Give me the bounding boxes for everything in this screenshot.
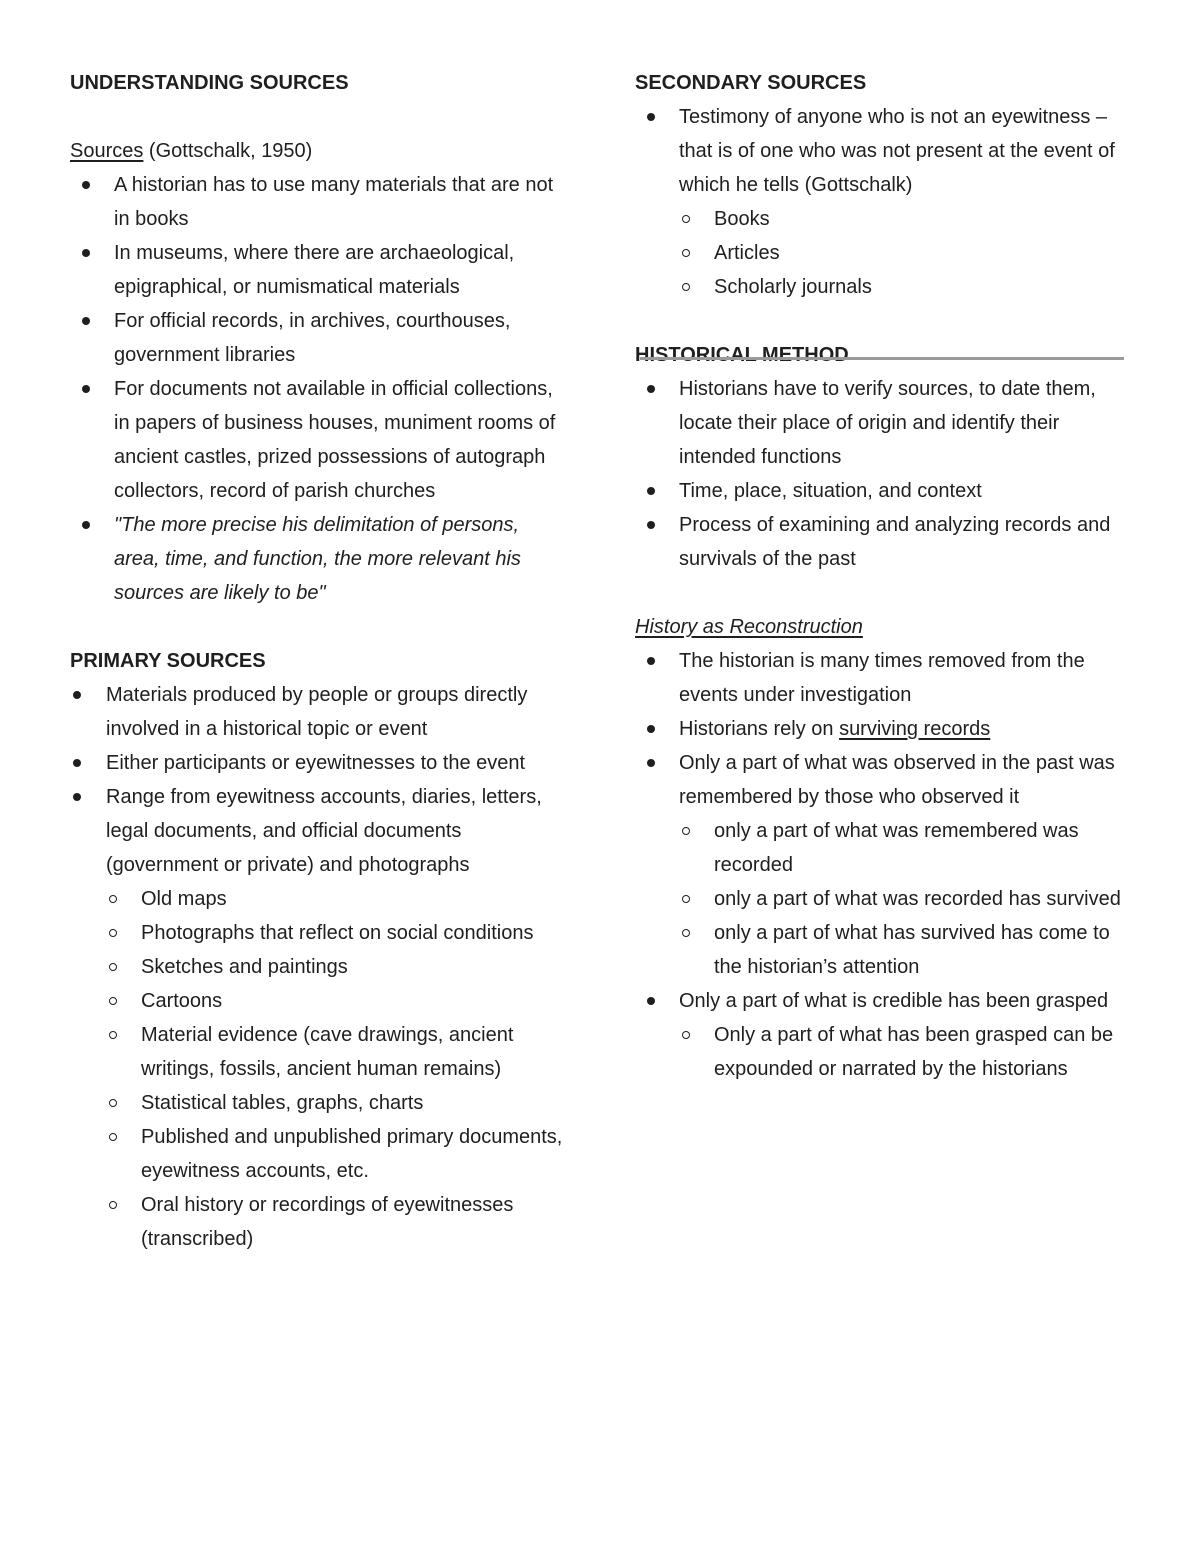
secondary-sources-heading: SECONDARY SOURCES bbox=[635, 72, 867, 94]
list-item: For documents not available in official collections, in papers of business houses, muniment rooms of ancient castles, prized possessions of autograph collectors, record of parish churches bbox=[70, 372, 570, 508]
list-item: Historians have to verify sources, to date them, locate their place of origin and identify their intended functions bbox=[635, 372, 1135, 474]
circle-bullet-icon bbox=[682, 895, 690, 903]
bullet-icon bbox=[647, 385, 655, 393]
secondary-sources-list bbox=[635, 100, 1135, 304]
circle-bullet-icon bbox=[682, 1031, 690, 1039]
bullet-icon bbox=[82, 181, 90, 189]
list-item: In museums, where there are archaeological, epigraphical, or numismatical materials bbox=[70, 236, 570, 304]
sub-list-item: Cartoons bbox=[106, 984, 570, 1018]
list-item: Either participants or eyewitnesses to the event bbox=[70, 746, 570, 780]
bullet-icon bbox=[82, 521, 90, 529]
list-item: Only a part of what was observed in the past was remembered by those who observed it only a part of what was remembered was recorded only a part of what was recorded has survived only a part of what has survived has come to the historian’s attention bbox=[635, 746, 1135, 984]
primary-sources-sublist bbox=[106, 882, 570, 1256]
bullet-icon bbox=[647, 759, 655, 767]
reconstruction-sublist bbox=[679, 814, 1135, 984]
list-item: The historian is many times removed from the events under investigation bbox=[635, 644, 1135, 712]
sub-list-item: Published and unpublished primary documents, eyewitness accounts, etc. bbox=[106, 1120, 570, 1188]
history-reconstruction-heading: History as Reconstruction bbox=[635, 616, 863, 638]
sources-list bbox=[70, 168, 570, 610]
secondary-sources-sublist bbox=[679, 202, 1135, 304]
sub-list-item: Scholarly journals bbox=[679, 270, 1135, 304]
sub-list-item: Articles bbox=[679, 236, 1135, 270]
list-item: Range from eyewitness accounts, diaries, letters, legal documents, and official documents (government or private) and photographs Old maps Photographs that reflect on social conditions Sketches and paintings Cartoons Material evidence (cave drawings, ancient writings, fossils, ancient human remains) Statistical tables, graphs, charts Published and unpublished primary documents, eyewitness accounts, etc. Oral history or recordings of eyewitnesses (transcribed) bbox=[70, 780, 570, 1256]
list-item: A historian has to use many materials that are not in books bbox=[70, 168, 570, 236]
circle-bullet-icon bbox=[682, 827, 690, 835]
bullet-icon bbox=[82, 249, 90, 257]
circle-bullet-icon bbox=[109, 963, 117, 971]
bullet-icon bbox=[73, 759, 81, 767]
sub-list-item: Only a part of what has been grasped can be expounded or narrated by the historians bbox=[679, 1018, 1135, 1086]
bullet-icon bbox=[647, 487, 655, 495]
bullet-icon bbox=[647, 725, 655, 733]
historical-method-list bbox=[635, 372, 1135, 576]
sub-list-item: Sketches and paintings bbox=[106, 950, 570, 984]
circle-bullet-icon bbox=[109, 1099, 117, 1107]
list-item: Historians rely on surviving records bbox=[635, 712, 1135, 746]
bullet-icon bbox=[647, 521, 655, 529]
list-item: Testimony of anyone who is not an eyewitness – that is of one who was not present at the event of which he tells (Gottschalk) Books Articles Scholarly journals bbox=[635, 100, 1135, 304]
bullet-icon bbox=[647, 113, 655, 121]
sub-list-item: only a part of what has survived has come to the historian’s attention bbox=[679, 916, 1135, 984]
sub-list-item: Oral history or recordings of eyewitnesses (transcribed) bbox=[106, 1188, 570, 1256]
list-item: Materials produced by people or groups directly involved in a historical topic or event bbox=[70, 678, 570, 746]
right-column bbox=[635, 66, 1135, 1086]
sub-list-item: Statistical tables, graphs, charts bbox=[106, 1086, 570, 1120]
quote-text: "The more precise his delimitation of persons, area, time, and function, the more relevant his sources are likely to be" bbox=[114, 514, 521, 604]
list-item: Only a part of what is credible has been grasped Only a part of what has been grasped can be expounded or narrated by the historians bbox=[635, 984, 1135, 1086]
left-column bbox=[70, 66, 570, 1256]
circle-bullet-icon bbox=[109, 1201, 117, 1209]
circle-bullet-icon bbox=[109, 895, 117, 903]
circle-bullet-icon bbox=[682, 215, 690, 223]
bullet-icon bbox=[73, 691, 81, 699]
circle-bullet-icon bbox=[682, 929, 690, 937]
sub-list-item: Books bbox=[679, 202, 1135, 236]
sub-list-item: Old maps bbox=[106, 882, 570, 916]
reconstruction-list bbox=[635, 644, 1135, 1086]
bullet-icon bbox=[647, 657, 655, 665]
circle-bullet-icon bbox=[109, 1031, 117, 1039]
bullet-icon bbox=[647, 997, 655, 1005]
reconstruction-sublist-2 bbox=[679, 1018, 1135, 1086]
sources-citation: (Gottschalk, 1950) bbox=[143, 140, 313, 162]
surviving-records-text: surviving records bbox=[839, 718, 991, 740]
bullet-icon bbox=[73, 793, 81, 801]
primary-sources-list bbox=[70, 678, 570, 1256]
primary-sources-heading: PRIMARY SOURCES bbox=[70, 650, 266, 672]
circle-bullet-icon bbox=[682, 249, 690, 257]
sources-label: Sources bbox=[70, 140, 144, 162]
circle-bullet-icon bbox=[682, 283, 690, 291]
sub-list-item: Material evidence (cave drawings, ancient writings, fossils, ancient human remains) bbox=[106, 1018, 570, 1086]
sub-list-item: Photographs that reflect on social conditions bbox=[106, 916, 570, 950]
section-divider bbox=[640, 357, 1124, 360]
circle-bullet-icon bbox=[109, 929, 117, 937]
sub-list-item: only a part of what was remembered was recorded bbox=[679, 814, 1135, 882]
bullet-icon bbox=[82, 317, 90, 325]
list-item: Process of examining and analyzing records and survivals of the past bbox=[635, 508, 1135, 576]
circle-bullet-icon bbox=[109, 1133, 117, 1141]
bullet-icon bbox=[82, 385, 90, 393]
sources-heading bbox=[70, 134, 570, 168]
circle-bullet-icon bbox=[109, 997, 117, 1005]
historical-method-heading: HISTORICAL METHOD bbox=[635, 344, 849, 366]
sub-list-item: only a part of what was recorded has survived bbox=[679, 882, 1135, 916]
list-item: Time, place, situation, and context bbox=[635, 474, 1135, 508]
list-item bbox=[70, 508, 570, 610]
page-title: UNDERSTANDING SOURCES bbox=[70, 72, 349, 94]
list-item: For official records, in archives, courthouses, government libraries bbox=[70, 304, 570, 372]
